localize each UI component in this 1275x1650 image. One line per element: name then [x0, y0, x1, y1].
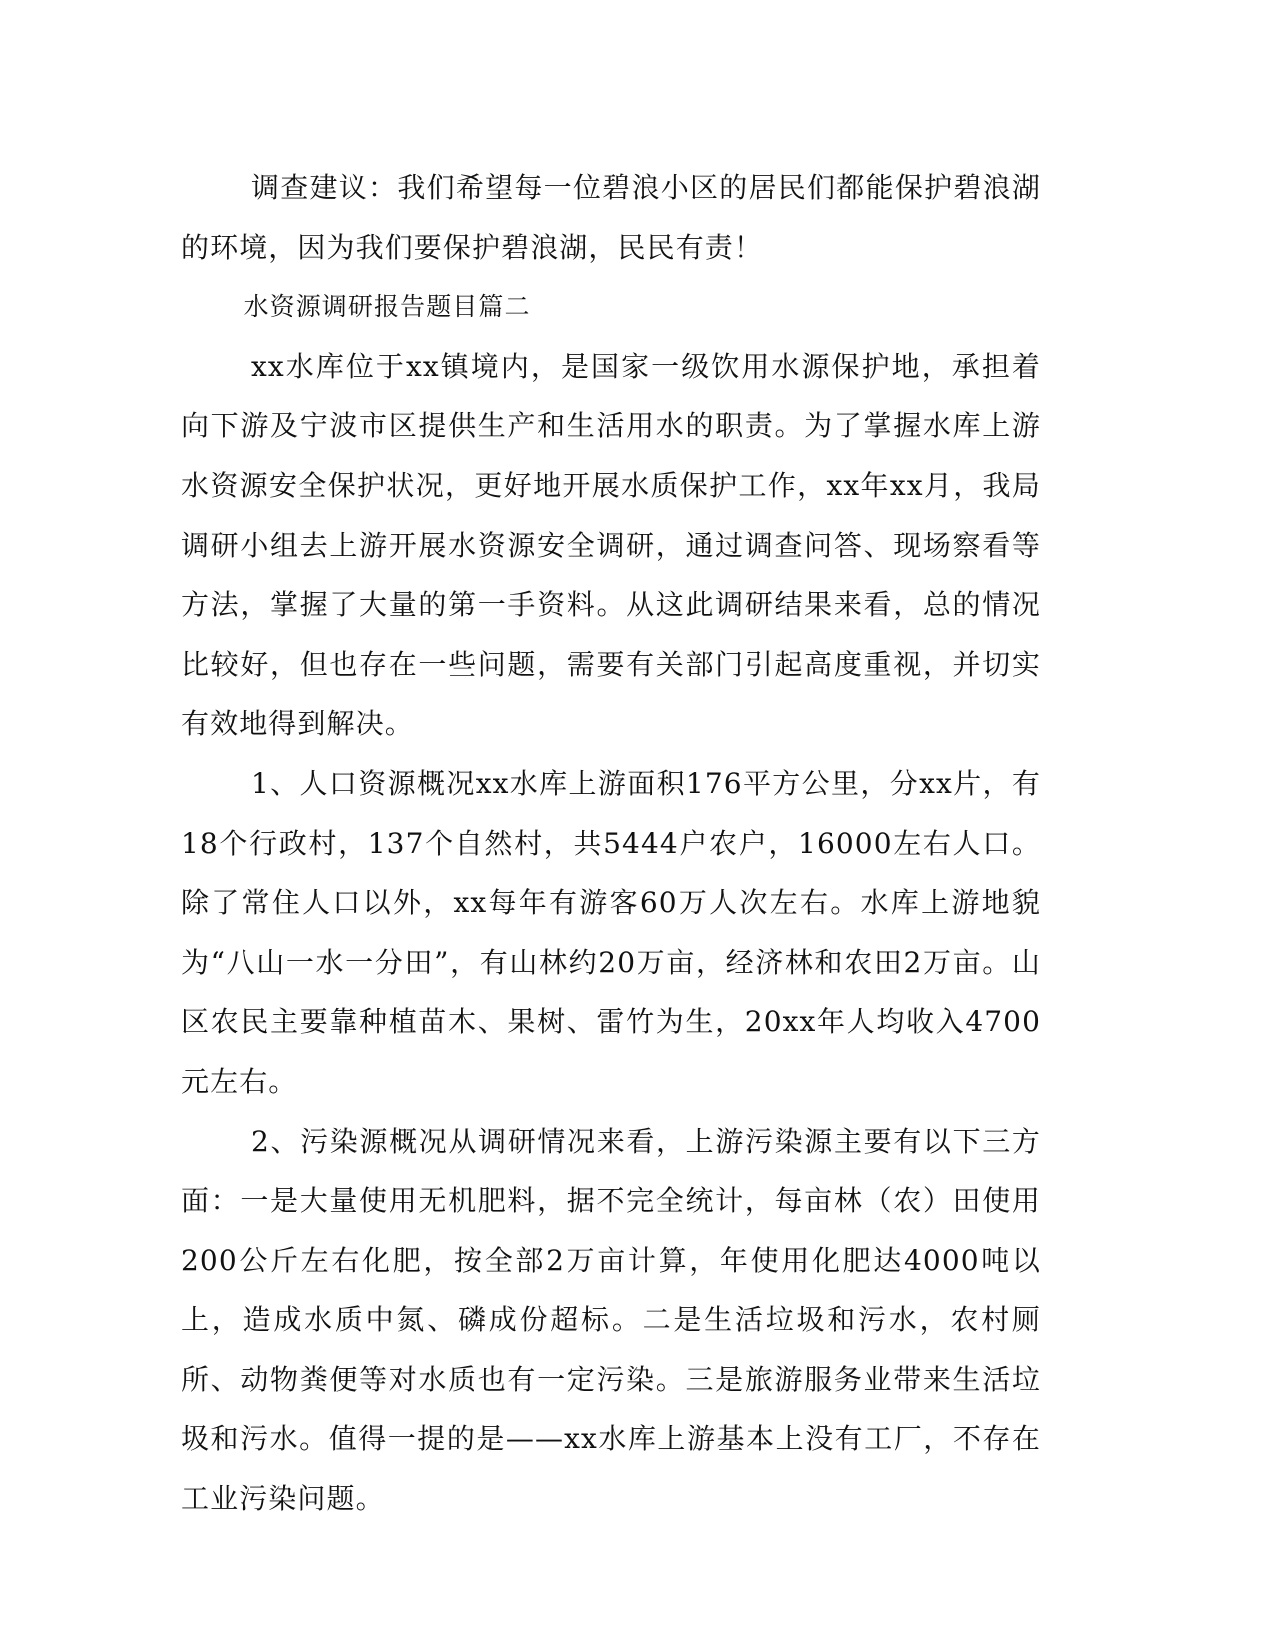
pollution-overview-paragraph: 2、污染源概况从调研情况来看，上游污染源主要有以下三方面：一是大量使用无机肥料，据不完全统计，每亩林（农）田使用200公斤左右化肥，按全部2万亩计算，年使用化肥达4000吨以上，造成水质中氮、磷成份超标。二是生活垃圾和污水，农村厕所、动物粪便等对水质也有一定污染。三是旅游服务业带来生活垃圾和污水。值得一提的是——xx水库上游基本上没有工厂，不存在工业污染问题。: [181, 1124, 1041, 1516]
section-heading: 水资源调研报告题目篇二: [243, 292, 531, 322]
document-body: [181, 158, 1041, 1529]
survey-suggestion-paragraph: 调查建议：我们希望每一位碧浪小区的居民们都能保护碧浪湖的环境，因为我们要保护碧浪湖，民民有责！: [181, 171, 1041, 264]
population-overview-paragraph: 1、人口资源概况xx水库上游面积176平方公里，分xx片，有18个行政村，137个自然村，共5444户农户，16000左右人口。除了常住人口以外，xx每年有游客60万人次左右。水库上游地貌为“八山一水一分田”，有山林约20万亩，经济林和农田2万亩。山区农民主要靠种植苗木、果树、雷竹为生，20xx年人均收入4700元左右。: [181, 766, 1041, 1098]
reservoir-intro-paragraph: xx水库位于xx镇境内，是国家一级饮用水源保护地，承担着向下游及宁波市区提供生产和生活用水的职责。为了掌握水库上游水资源安全保护状况，更好地开展水质保护工作，xx年xx月，我局调研小组去上游开展水资源安全调研，通过调查问答、现场察看等方法，掌握了大量的第一手资料。从这此调研结果来看，总的情况比较好，但也存在一些问题，需要有关部门引起高度重视，并切实有效地得到解决。: [181, 349, 1041, 741]
